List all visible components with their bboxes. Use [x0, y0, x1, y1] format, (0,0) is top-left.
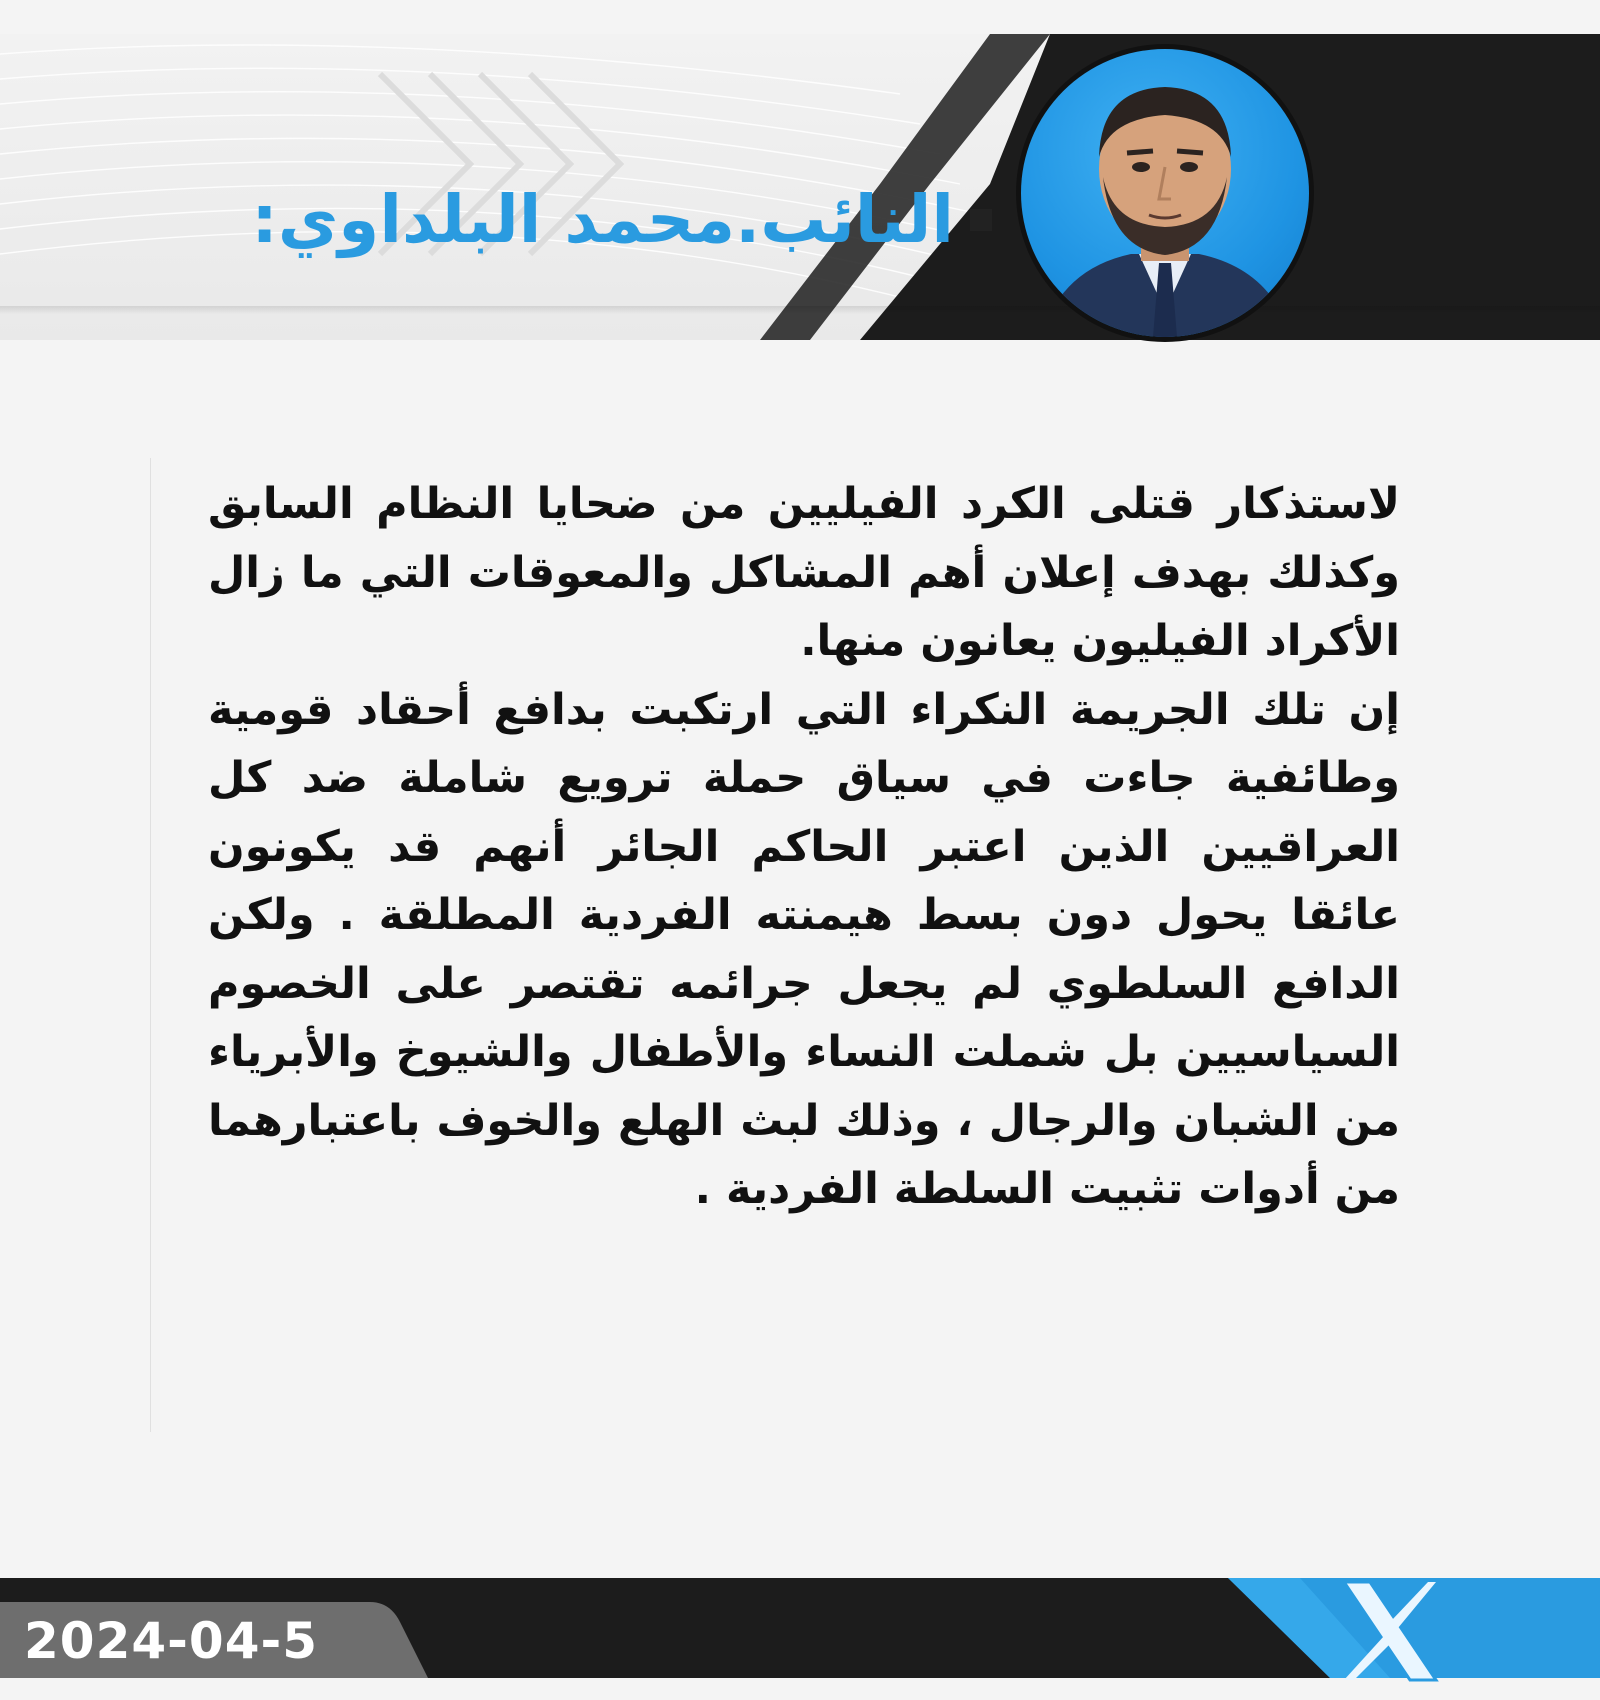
author-title	[251, 182, 992, 258]
statement-paragraph-2: إن تلك الجريمة النكراء التي ارتكبت بدافع أحقاد قومية وطائفية جاءت في سياق حملة ترويع شاملة ضد كل العراقيين الذين اعتبر الحاكم الجائر أنهم قد يكونون عائقا يحول دون بسط هيمنته الفردية المطلقة . ولكن الدافع السلطوي لم يجعل جرائمه تقتصر على الخصوم السياسيين بل شملت النساء والأطفال والشيوخ والأبرياء من الشبان والرجال ، وذلك لبث الهلع والخوف باعتبارهما من أدوات تثبيت السلطة الفردية .	[208, 684, 1400, 1214]
author-name: النائب.محمد البلداوي:	[251, 181, 954, 258]
avatar	[1021, 49, 1309, 337]
statement-paragraph-1: لاستذكار قتلى الكرد الفيليين من ضحايا النظام السابق وكذلك بهدف إعلان أهم المشاكل والمعوقات التي ما زال الأكراد الفيليون يعانون منها.	[208, 479, 1400, 666]
post-date: 2024-04-5	[24, 1612, 319, 1670]
avatar-frame	[1016, 44, 1314, 342]
header-shadow	[0, 306, 1600, 314]
x-logo-icon	[1340, 1578, 1440, 1684]
portrait-illustration	[1021, 49, 1309, 337]
bullet-square-icon	[970, 209, 992, 231]
statement-text	[208, 470, 1400, 1224]
